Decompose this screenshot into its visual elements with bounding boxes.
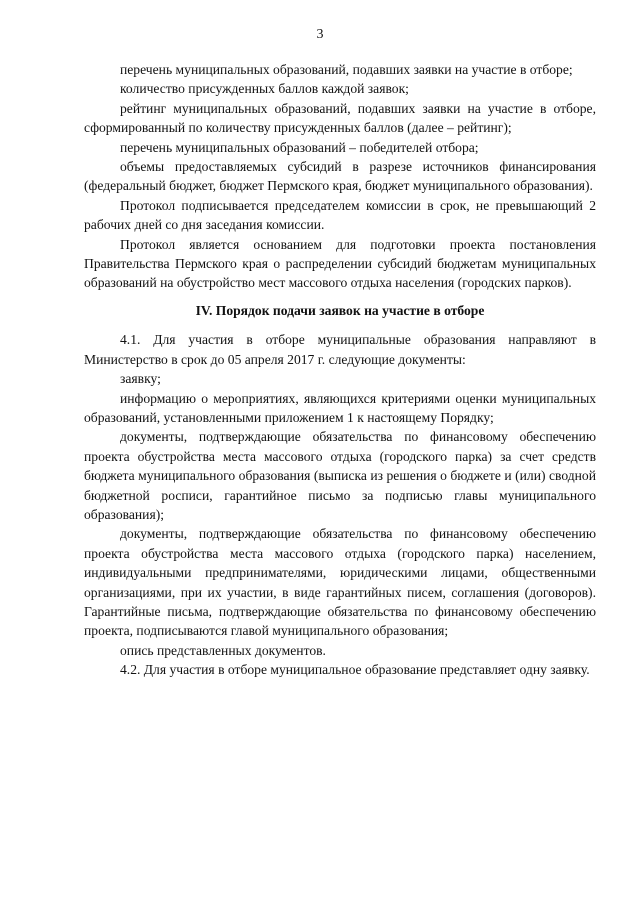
- section-heading: IV. Порядок подачи заявок на участие в отборе: [195, 302, 485, 318]
- paragraph: перечень муниципальных образований, подавших заявки на участие в отборе;: [120, 62, 573, 77]
- paragraph: Протокол подписывается председателем комиссии в срок, не превышающий 2 рабочих дней со дня заседания комиссии.: [84, 197, 596, 233]
- paragraph: рейтинг муниципальных образований, подавших заявки на участие в отборе, сформированный по количеству присужденных баллов (далее – рейтинг);: [84, 100, 596, 136]
- paragraph: заявку;: [120, 371, 161, 387]
- paragraph: 4.1. Для участия в отборе муниципальные образования направляют в Министерство в срок до 05 апреля 2017 г. следующие документы:: [84, 332, 596, 367]
- document-body: [84, 60, 596, 680]
- paragraph: объемы предоставляемых субсидий в разрезе источников финансирования (федеральный бюджет, бюджет Пермского края, бюджет муниципального образования).: [84, 159, 596, 194]
- paragraph: опись представленных документов.: [120, 642, 326, 658]
- paragraph: 4.2. Для участия в отборе муниципальное образование представляет одну заявку.: [120, 662, 590, 678]
- paragraph: количество присужденных баллов каждой заявок;: [120, 81, 409, 97]
- paragraph: Протокол является основанием для подготовки проекта постановления Правительства Пермского края о распределении субсидий бюджетам муниципальных образований на обустройство мест массового отдыха населения (городских парков).: [84, 236, 596, 291]
- paragraph: перечень муниципальных образований – победителей отбора;: [120, 139, 479, 155]
- paragraph: информацию о мероприятиях, являющихся критериями оценки муниципальных образований, установленными приложением 1 к настоящему Порядку;: [84, 390, 596, 425]
- paragraph: документы, подтверждающие обязательства по финансовому обеспечению проекта обустройства места массового отдыха (городского парка) за счет средств бюджета муниципального образования (выписка из решения о бюджете и (или) сводной бюджетной росписи, гарантийное письмо за подписью главы муниципального образования);: [84, 429, 596, 522]
- page-number: 3: [316, 27, 324, 42]
- paragraph: документы, подтверждающие обязательства по финансовому обеспечению проекта обустройства места массового отдыха (городского парка) населением, индивидуальными предпринимателями, юридическими лицами, общественными организациями, при их участии, в виде гарантийных писем, соглашения (договоров). Гарантийные письма, подтверждающие обязательства по финансовому обеспечению проекта, подписываются главой муниципального образования;: [84, 526, 596, 639]
